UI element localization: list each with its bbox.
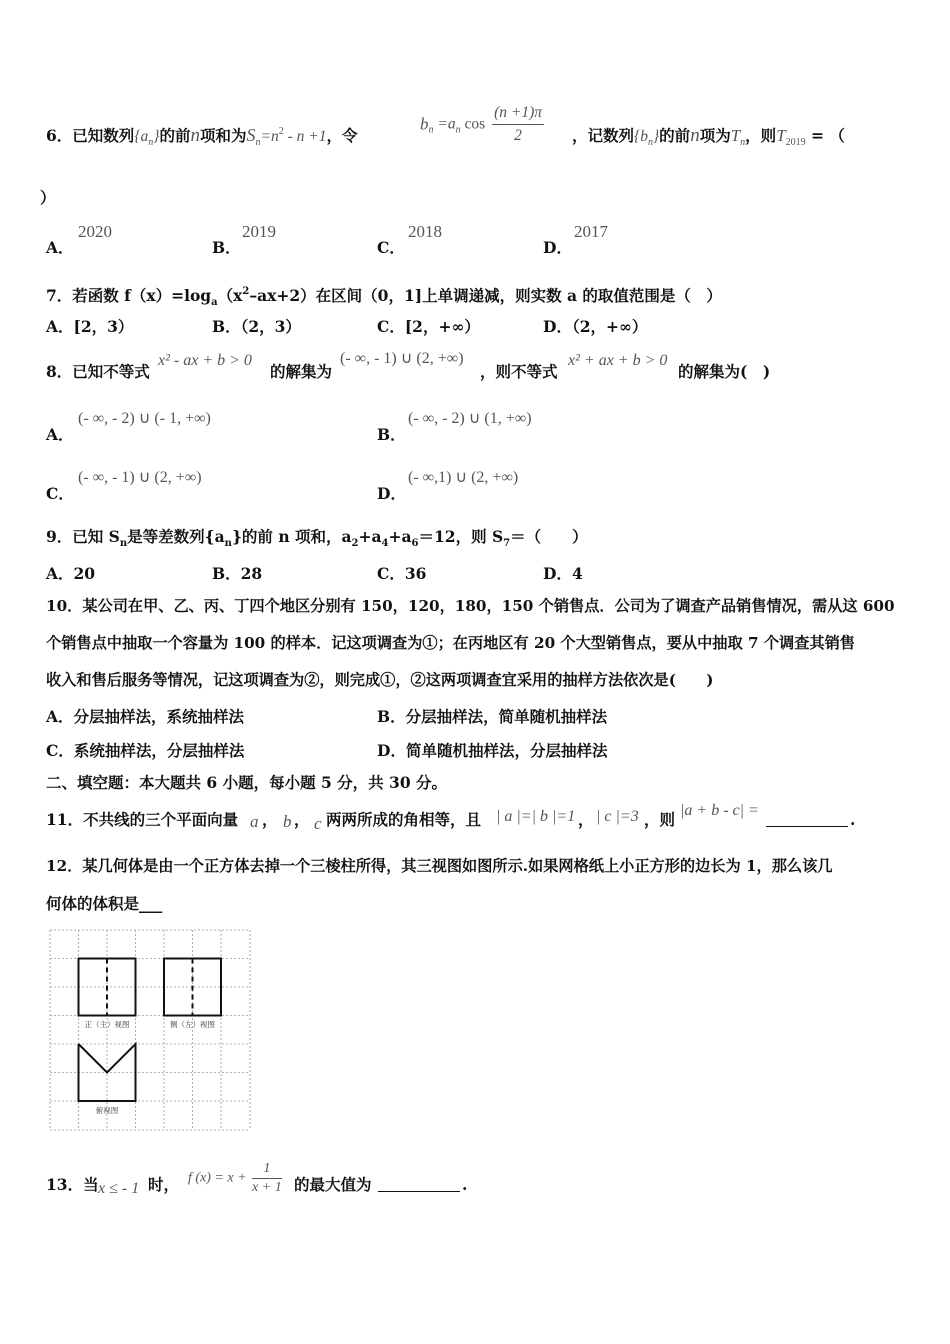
- q7-option-a[interactable]: A．[2，3）: [46, 317, 134, 336]
- q8-option-b[interactable]: B．: [377, 425, 406, 444]
- q9-option-c[interactable]: C．36: [377, 564, 427, 583]
- q8-option-c-value: (- ∞, - 1) ∪ (2, +∞): [78, 469, 202, 486]
- q6-option-d[interactable]: D．: [543, 238, 572, 257]
- q11-expr: |a + b - c| =: [680, 802, 759, 819]
- q11-line: 11．不共线的三个平面向量: [46, 810, 239, 829]
- q13-end: .: [462, 1175, 468, 1194]
- q11-t2: 两两所成的角相等，且: [326, 810, 482, 829]
- q6-option-a[interactable]: A．: [46, 238, 74, 257]
- q8-ineq2: x² + ax + b > 0: [568, 352, 668, 369]
- q6-paren-close: ）: [40, 188, 56, 207]
- q11-vec-c: c: [314, 814, 322, 833]
- q8-t2: 的解集为: [270, 362, 333, 381]
- q7-option-b[interactable]: B．（2，3）: [212, 317, 301, 336]
- q6-formula-bn: $b_n =a_n$ cos $\frac{(n +1)\pi}{2}$: [420, 102, 546, 152]
- q6-line-cont: ，记数列$\{b_n\}$的前n项为$T_n$，则$T_{2019}$ = （: [572, 125, 845, 148]
- q6-option-a-value: 2020: [78, 222, 112, 241]
- q12-line2: 何体的体积是___: [46, 894, 163, 913]
- section-2-heading: 二、填空题：本大题共 6 小题，每小题 5 分，共 30 分。: [46, 773, 448, 792]
- q6-option-d-value: 2017: [574, 222, 608, 241]
- q11-comma1: ，: [262, 810, 278, 829]
- q13-t3: 的最大值为: [294, 1175, 372, 1194]
- q10-option-d[interactable]: D．简单随机抽样法，分层抽样法: [377, 741, 608, 760]
- q13-t1: 13．当: [46, 1175, 99, 1194]
- front-view-label: 正（主）视图: [84, 1020, 130, 1029]
- q11-cond2: | c |=3: [596, 808, 639, 825]
- three-view-figure: [48, 928, 252, 1134]
- q10-line1: 10．某公司在甲、乙、丙、丁四个地区分别有 150，120，180，150 个销售点．公司为了调查产品销售情况，需从这 600: [46, 597, 895, 615]
- side-view-label: 侧（左）视图: [170, 1020, 215, 1029]
- q9-option-d[interactable]: D．4: [543, 564, 583, 583]
- q11-t3: ，则: [644, 810, 676, 829]
- q8-option-a-value: (- ∞, - 2) ∪ (- 1, +∞): [78, 410, 211, 427]
- q7-line: 7．若函数 $f(x)=\log_a(x^2-ax+2)$在区间（0，1]上单调递减，则实数 a 的取值范围是（ ）: [46, 286, 722, 308]
- q13-t2: 时，: [148, 1175, 180, 1194]
- q11-end: .: [850, 810, 856, 829]
- q6-line: 6．已知数列$\{a_n\}$的前n项和为$S_n=n^2 - n +1$，令: [46, 125, 358, 148]
- q11-vec-a: a: [250, 812, 259, 831]
- q13-fraction: $\frac{1}{x + 1}$: [252, 1161, 282, 1195]
- q6-fraction: $\frac{(n +1)\pi}{2}$: [494, 104, 543, 144]
- q8-t4: 的解集为( ): [678, 362, 771, 381]
- q11-cond: | a |=| b |=1: [496, 808, 576, 825]
- q13-cond: x ≤ - 1: [98, 1180, 140, 1197]
- q12-line1: 12．某几何体是由一个正方体去掉一个三棱柱所得，其三视图如图所示.如果网格纸上小正方形的边长为 1，那么该几: [46, 857, 833, 875]
- q7-option-d[interactable]: D．（2，+∞）: [543, 317, 648, 336]
- q8-option-c[interactable]: C．: [46, 484, 74, 503]
- q8-set1: (- ∞, - 1) ∪ (2, +∞): [340, 350, 464, 367]
- q6-option-c[interactable]: C．: [377, 238, 405, 257]
- q11-vec-b: b: [283, 812, 292, 831]
- q8-option-d[interactable]: D．: [377, 484, 406, 503]
- q9-option-a[interactable]: A．20: [46, 564, 96, 583]
- q8-option-a[interactable]: A．: [46, 425, 74, 444]
- q8-ineq1: x² - ax + b > 0: [158, 352, 252, 369]
- q6-option-c-value: 2018: [408, 222, 442, 241]
- q10-option-c[interactable]: C．系统抽样法，分层抽样法: [46, 741, 245, 760]
- q8-line: 8．已知不等式: [46, 362, 150, 381]
- q6-option-b-value: 2019: [242, 222, 276, 241]
- q9-option-b[interactable]: B．28: [212, 564, 263, 583]
- q6-option-b[interactable]: B．: [212, 238, 241, 257]
- q8-t3: ，则不等式: [480, 362, 558, 381]
- top-view-label: 俯视图: [95, 1106, 119, 1115]
- q8-option-b-value: (- ∞, - 2) ∪ (1, +∞): [408, 410, 532, 427]
- q9-line: 9．已知 $S_n$是等差数列$\{a_n\}$的前 n 项和，$a_2+a_4+a_6=12$，则 $S_7=$（ ）: [46, 527, 588, 549]
- q10-line3: 收入和售后服务等情况，记这项调查为②，则完成①，②这两项调查宜采用的抽样方法依次是( ): [46, 671, 714, 689]
- q10-option-b[interactable]: B．分层抽样法，简单随机抽样法: [377, 707, 608, 726]
- q10-option-a[interactable]: A．分层抽样法，系统抽样法: [46, 707, 245, 726]
- q7-option-c[interactable]: C．[2，+∞）: [377, 317, 480, 336]
- q11-comma3: ，: [578, 810, 594, 829]
- q11-answer-blank[interactable]: [766, 808, 848, 827]
- q8-option-d-value: (- ∞,1) ∪ (2, +∞): [408, 469, 519, 486]
- q13-f: f (x) = x + $\frac{1}{x + 1}$: [188, 1161, 282, 1195]
- q13-answer-blank[interactable]: [378, 1173, 460, 1192]
- q6-number: 6．: [46, 126, 73, 145]
- q11-comma2: ，: [294, 810, 310, 829]
- q10-line2: 个销售点中抽取一个容量为 100 的样本．记这项调查为①；在丙地区有 20 个大型销售点，要从中抽取 7 个调查其销售: [46, 634, 855, 652]
